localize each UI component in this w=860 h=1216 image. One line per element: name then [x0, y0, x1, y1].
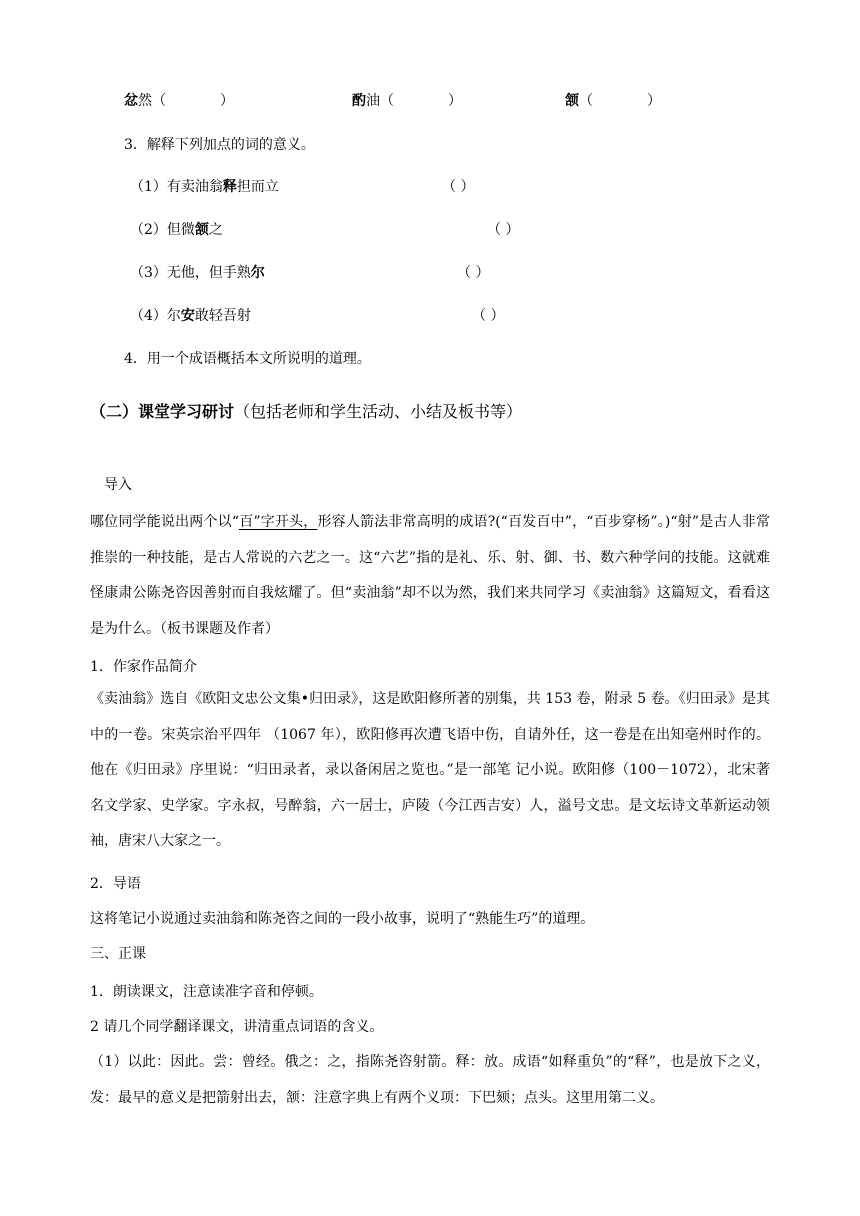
pinyin-item-2: 酌油（ ）: [352, 93, 462, 109]
bold-character: 释: [222, 179, 237, 195]
intro-label: 导入: [104, 477, 132, 493]
lesson-step-3: （1）以此：因此。尝：曾经。俄之：之，指陈尧咨射箭。释：放。成语“如释重负”的“释”，也是放下之义，发：最早的意义是把箭射出去，颔：注意字典上有两个义项：下巴颏；点头。这里用第二义。: [90, 1054, 770, 1106]
lesson-step-2: 2 请几个同学翻译课文，讲清重点词语的含义。: [90, 1019, 384, 1035]
pinyin-item-1: 忿然（ ）: [124, 93, 234, 109]
subsection-title-2: 2．导语: [90, 876, 141, 892]
subsection-title-1: 1．作家作品简介: [90, 659, 197, 675]
question-3: 3．解释下列加点的词的意义。: [124, 137, 315, 153]
answer-blank: （ ）: [487, 222, 520, 238]
intro-paragraph: 哪位同学能说出两个以“百”字开头，形容人箭法非常高明的成语?(“百发百中”，“百步穿杨”。)“射”是古人非常推崇的一种技能，是古人常说的六艺之一。这“六艺”指的是礼、乐、射、御、书、数六种学问的技能。这就难怪康肃公陈尧咨因善射而自我炫耀了。但“卖油翁”却不以为然，我们来共同学习《卖油翁》这篇短文，看看这是为什么。（板书课题及作者）: [90, 514, 770, 637]
lesson-step-1: 1．朗读课文，注意读准字音和停顿。: [90, 984, 323, 1000]
bold-character: 安: [180, 308, 195, 324]
bold-character: 尔: [250, 265, 265, 281]
q3-item-2: （2）但微颔之: [130, 222, 223, 238]
question-4: 4．用一个成语概括本文所说明的道理。: [124, 351, 371, 367]
q3-item-3: （3）无他，但手熟尔: [130, 265, 265, 281]
author-intro-paragraph: 《卖油翁》选自《欧阳文忠公文集•归田录》，这是欧阳修所著的别集，共 153 卷，附录 5 卷。《归田录》是其中的一卷。宋英宗治平四年 （1067 年），欧阳修再次遭飞语中伤，自请外任，这一卷是在出知亳州时作的。他在《归田录》序里说：“归田录者，录以备闲居之览也。”是一部笔 记小说。欧阳修（100－1072），北宋著名文学家、史学家。字永叔，号醉翁，六一居士，庐陵（今江西吉安）人，溢号文忠。是文坛诗文革新运动领 袖，唐宋八大家之一。: [90, 691, 770, 849]
guide-text: 这将笔记小说通过卖油翁和陈尧咨之间的一段小故事，说明了“熟能生巧”的道理。: [90, 911, 595, 927]
answer-blank: （ ）: [442, 179, 475, 195]
q3-item-1: （1）有卖油翁释担而立: [130, 179, 279, 195]
section-heading: （二）课堂学习研讨（包括老师和学生活动、小结及板书等）: [90, 402, 523, 421]
underlined-text: 百”字开头，: [239, 514, 318, 530]
bold-character: 酌: [352, 93, 366, 109]
section-3-title: 三、正课: [90, 946, 146, 962]
bold-character: 颔: [565, 93, 579, 109]
answer-blank: （ ）: [472, 308, 505, 324]
answer-blank: （ ）: [457, 265, 490, 281]
pinyin-item-3: 颔（ ）: [565, 93, 661, 109]
q3-item-4: （4）尔安敢轻吾射: [130, 308, 251, 324]
bold-character: 颔: [194, 222, 209, 238]
bold-character: 忿: [124, 93, 138, 109]
